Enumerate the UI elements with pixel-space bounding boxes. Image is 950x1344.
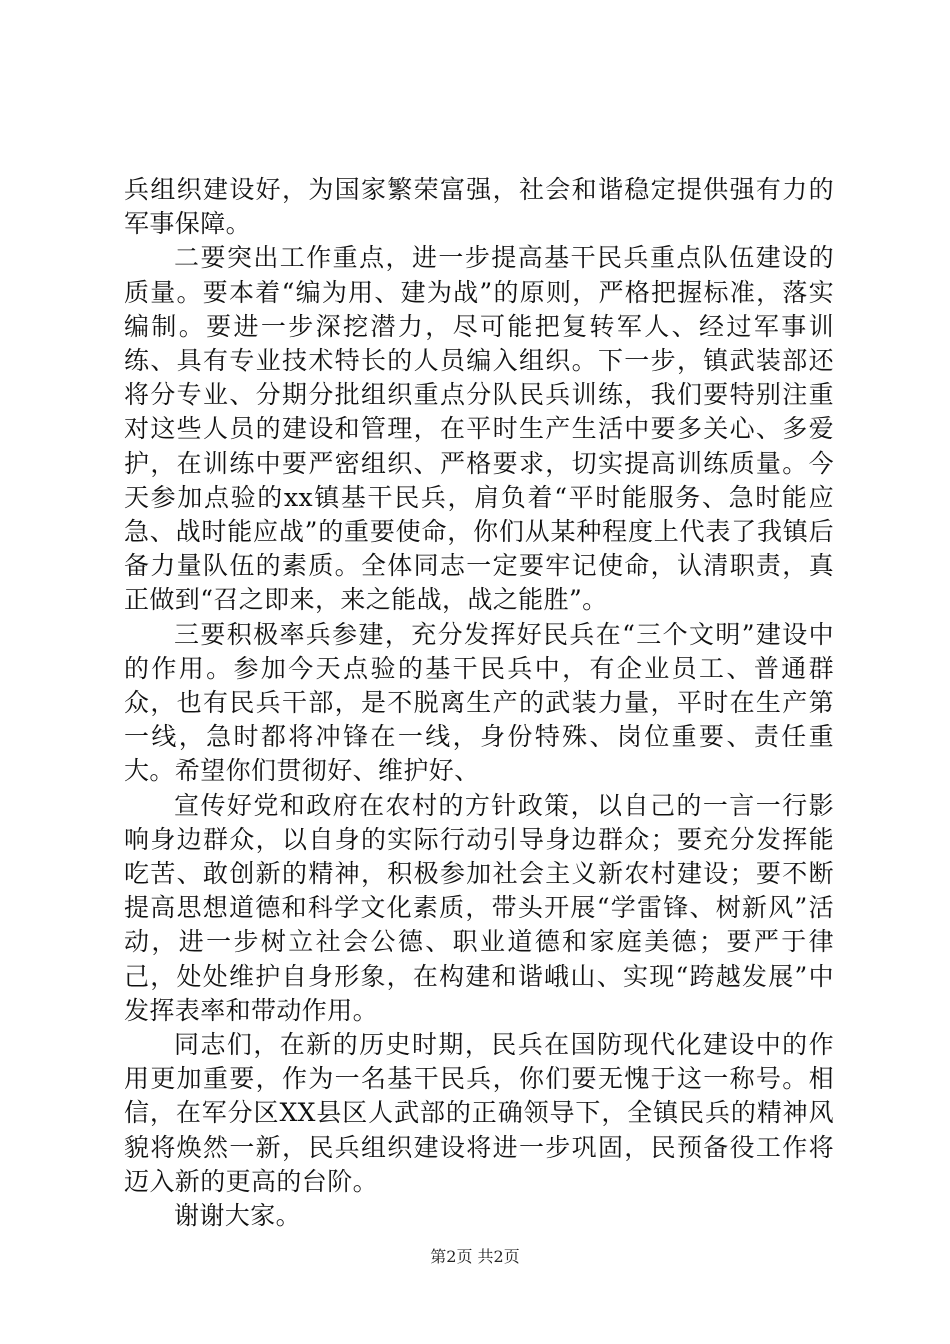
paragraph-thanks: 谢谢大家。 [174, 1201, 302, 1231]
document-body [124, 173, 834, 1233]
paragraph-continuation: 兵组织建设好，为国家繁荣富强，社会和谐稳定提供强有力的军事保障。 [124, 175, 834, 239]
paragraph-closing: 同志们，在新的历史时期，民兵在国防现代化建设中的作用更加重要，作为一名基干民兵，你们要无愧于这一称号。相信，在军分区XX县区人武部的正确领导下，全镇民兵的精神风貌将焕然一新，民兵组织建设将进一步巩固，民预备役工作将迈入新的更高的台阶。 [124, 1030, 834, 1196]
paragraph-point-two: 二要突出工作重点，进一步提高基干民兵重点队伍建设的质量。要本着“编为用、建为战”的原则，严格把握标准，落实编制。要进一步深挖潜力，尽可能把复转军人、经过军事训练、具有专业技术特长的人员编入组织。下一步，镇武装部还将分专业、分期分批组织重点分队民兵训练，我们要特别注重对这些人员的建设和管理，在平时生产生活中要多关心、多爱护，在训练中要严密组织、严格要求，切实提高训练质量。今天参加点验的xx镇基干民兵，肩负着“平时能服务、急时能应急、战时能应战”的重要使命，你们从某种程度上代表了我镇后备力量队伍的素质。全体同志一定要牢记使命，认清职责，真正做到“召之即来，来之能战，战之能胜”。 [124, 243, 834, 615]
page-number-footer: 第2页 共2页 [430, 1247, 520, 1266]
paragraph-point-three: 三要积极率兵参建，充分发挥好民兵在“三个文明”建设中的作用。参加今天点验的基干民兵中，有企业员工、普通群众，也有民兵干部，是不脱离生产的武装力量，平时在生产第一线，急时都将冲锋在一线，身份特殊、岗位重要、责任重大。希望你们贯彻好、维护好、 [124, 619, 834, 786]
paragraph-propaganda: 宣传好党和政府在农村的方针政策，以自己的一言一行影响身边群众，以自身的实际行动引导身边群众；要充分发挥能吃苦、敢创新的精神，积极参加社会主义新农村建设；要不断提高思想道德和科学文化素质，带头开展“学雷锋、树新风”活动，进一步树立社会公德、职业道德和家庭美德；要严于律己，处处维护自身形象，在构建和谐峨山、实现“跨越发展”中发挥表率和带动作用。 [124, 790, 834, 1025]
